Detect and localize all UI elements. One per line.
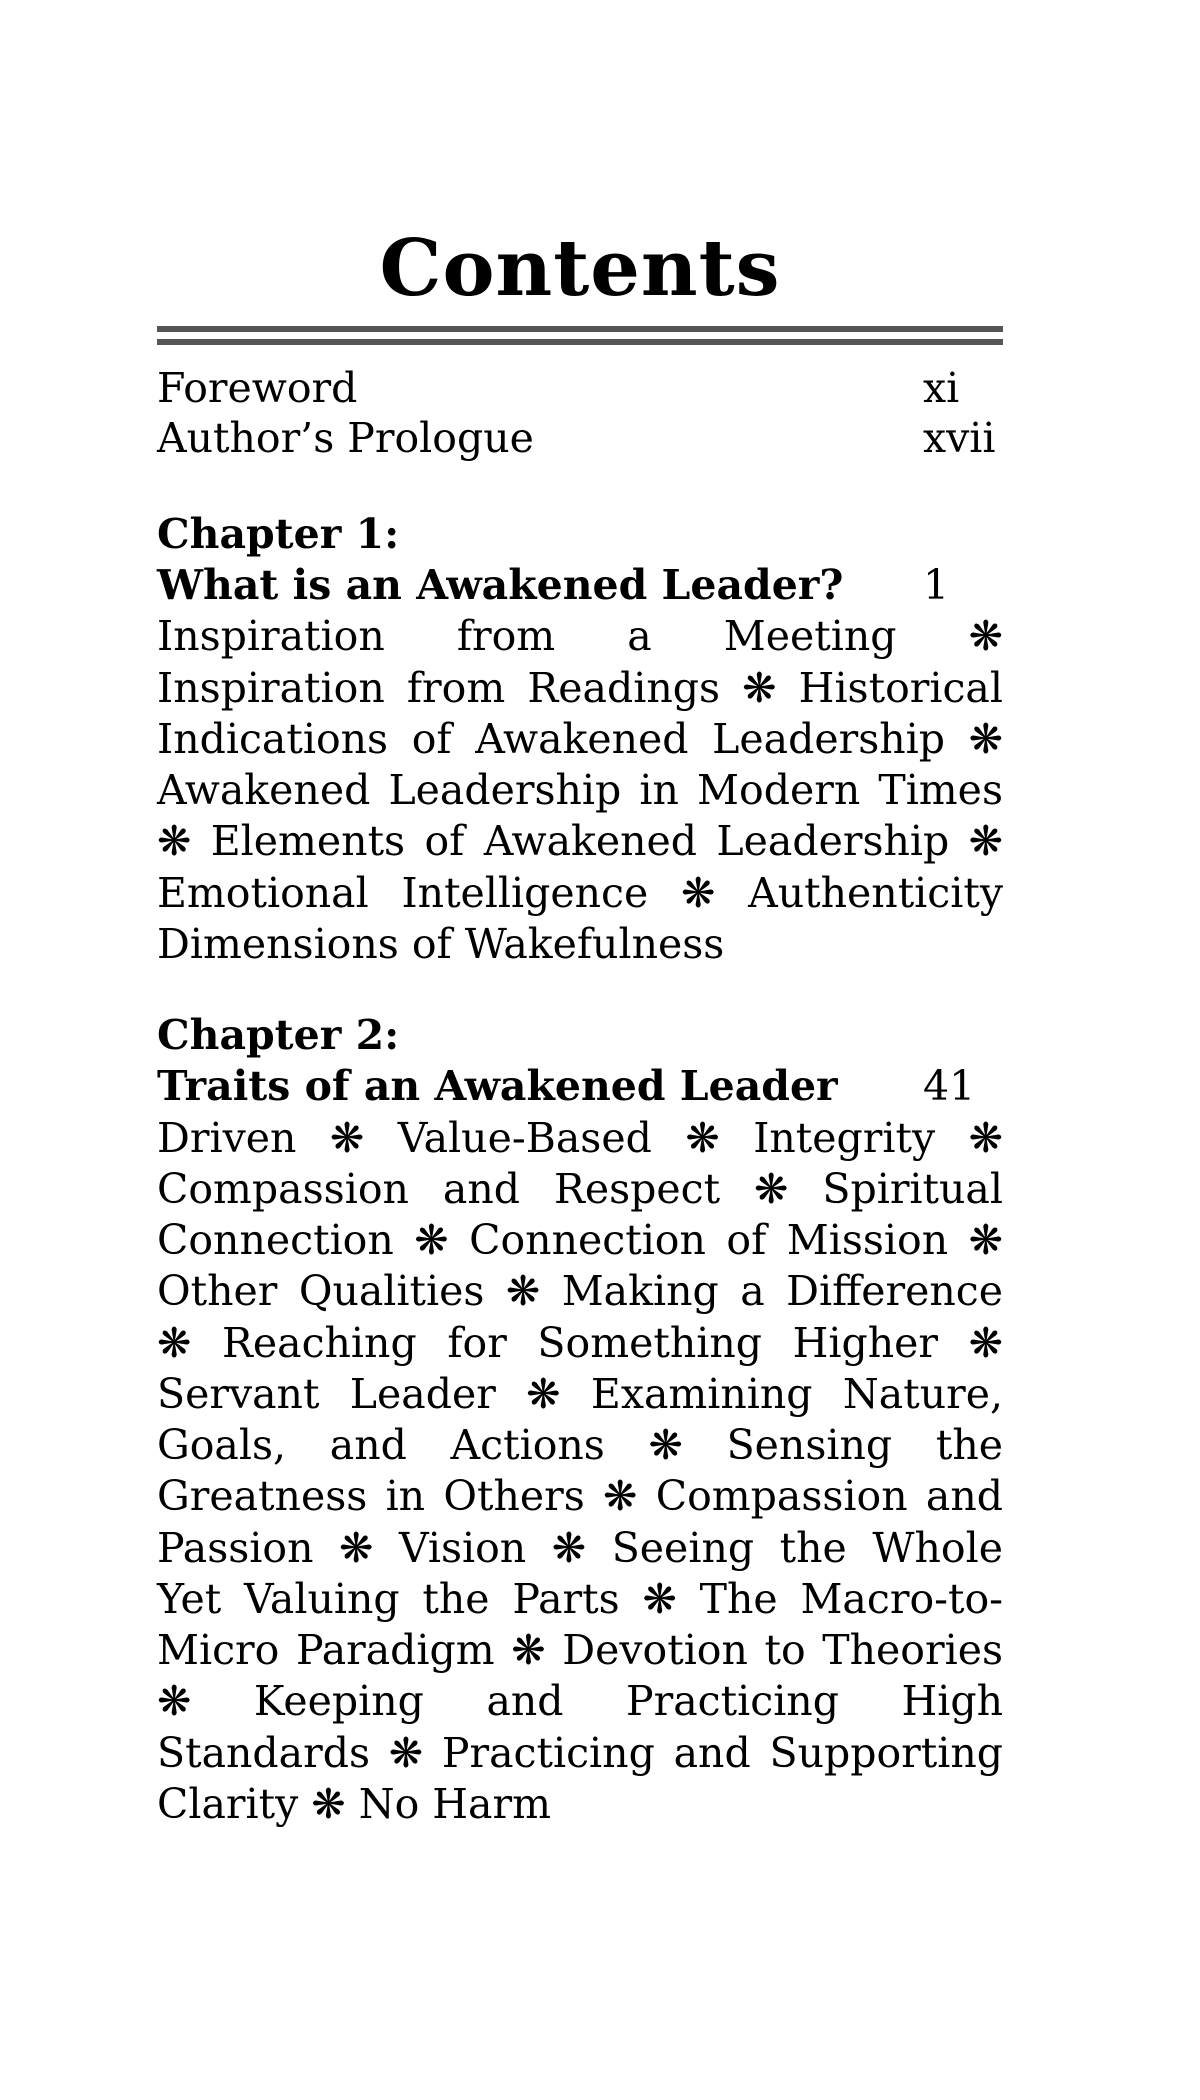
chapter-number: Chapter 2:	[157, 1011, 400, 1060]
page-title: Contents	[379, 223, 781, 314]
toc-entry-page: xvii	[923, 413, 996, 462]
toc-entry-label: Author’s Prologue	[157, 413, 534, 462]
toc-content	[157, 0, 1003, 1830]
toc-entry-foreword	[157, 363, 1003, 413]
toc-entry-authors-prologue	[157, 413, 1003, 463]
chapter-title: Traits of an Awakened Leader	[157, 1062, 838, 1111]
chapter-page: 1	[923, 561, 950, 610]
chapter-title: What is an Awakened Leader?	[157, 561, 844, 610]
front-matter-list	[157, 363, 1003, 463]
toc-entry-page: xi	[923, 363, 960, 412]
chapter-page: 41	[923, 1062, 976, 1111]
toc-chapter-2	[157, 1010, 1003, 1830]
chapter-number: Chapter 1:	[157, 509, 400, 558]
chapter-topics: Inspiration from a Meeting ❋ Inspiration from Readings ❋ Historical Indications of Awakened Leadership ❋ Awakened Leadership in Modern Times ❋ Elements of Awakened Leadership ❋ Emotional Intelligence ❋ Authenticity Dimensions of Wakefulness	[157, 612, 1003, 968]
rule-bar-top	[157, 326, 1003, 332]
double-rule	[157, 326, 1003, 345]
chapter-title-row	[157, 1061, 1003, 1112]
chapter-title-row	[157, 560, 1003, 611]
toc-chapter-1	[157, 509, 1003, 970]
chapter-topics: Driven ❋ Value-Based ❋ Integrity ❋ Compassion and Respect ❋ Spiritual Connection ❋ Connection of Mission ❋ Other Qualities ❋ Making a Difference ❋ Reaching for Something Higher ❋ Servant Leader ❋ Examining Nature, Goals, and Actions ❋ Sensing the Greatness in Others ❋ Compassion and Passion ❋ Vision ❋ Seeing the Whole Yet Valuing the Parts ❋ The Macro-to-Micro Paradigm ❋ Devotion to Theories ❋ Keeping and Practicing High Standards ❋ Practicing and Supporting Clarity ❋ No Harm	[157, 1113, 1003, 1828]
rule-bar-bottom	[157, 339, 1003, 345]
toc-entry-label: Foreword	[157, 363, 358, 412]
